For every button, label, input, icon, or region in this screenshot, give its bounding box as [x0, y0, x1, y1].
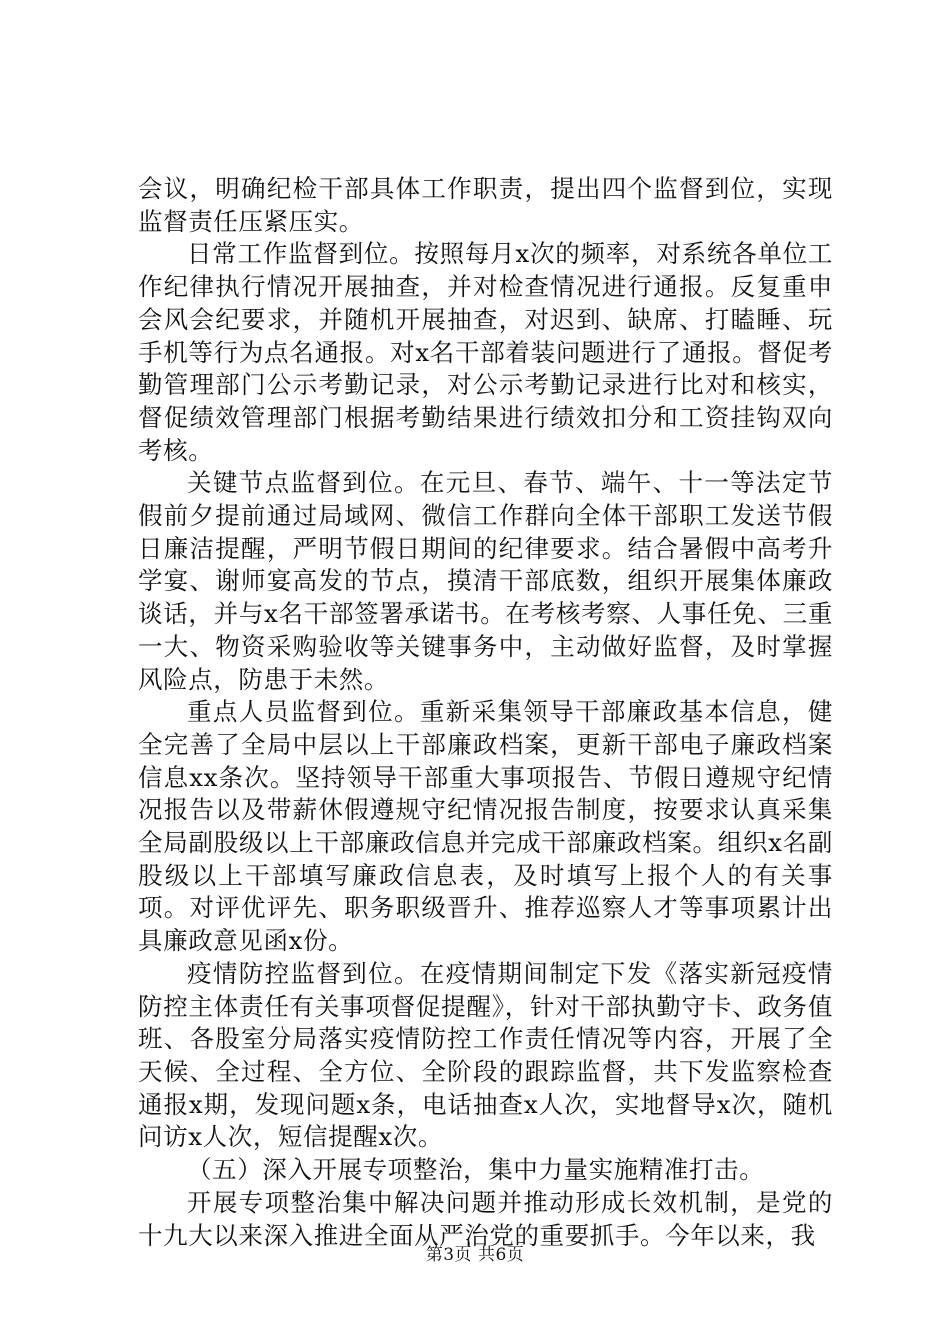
paragraph-daily-supervision: 日常工作监督到位。按照每月x次的频率，对系统各单位工作纪律执行情况开展抽查，并对检查情况进行通报。反复重申会风会纪要求，并随机开展抽查，对迟到、缺席、打瞌睡、玩手机等行为点名通报。对x名干部着装问题进行了通报。督促考勤管理部门公示考勤记录，对公示考勤记录进行比对和核实，督促绩效管理部门根据考勤结果进行绩效扣分和工资挂钩双向考核。 — [138, 239, 833, 465]
paragraph-key-personnel-supervision: 重点人员监督到位。重新采集领导干部廉政基本信息，健全完善了全局中层以上干部廉政档案，更新干部电子廉政档案信息xx条次。坚持领导干部重大事项报告、节假日遵规守纪情况报告以及带薪休假遵规守纪情况报告制度，按要求认真采集全局副股级以上干部廉政信息并完成干部廉政档案。组织x名副股级以上干部填写廉政信息表，及时填写上报个人的有关事项。对评优评先、职务职级晋升、推荐巡察人才等事项累计出具廉政意见函x份。 — [138, 697, 833, 956]
paragraph-continuation: 会议，明确纪检干部具体工作职责，提出四个监督到位，实现监督责任压紧压实。 — [138, 174, 833, 236]
page-footer: 第3页 共6页 — [425, 1245, 525, 1265]
document-body — [138, 173, 833, 1252]
section-heading-five: （五）深入开展专项整治，集中力量实施精准打击。 — [187, 1155, 765, 1185]
paragraph-epidemic-supervision: 疫情防控监督到位。在疫情期间制定下发《落实新冠疫情防控主体责任有关事项督促提醒》，针对干部执勤守卡、政务值班、各股室分局落实疫情防控工作责任情况等内容，开展了全天候、全过程、全方位、全阶段的跟踪监督，共下发监察检查通报x期，发现问题x条，电话抽查x人次，实地督导x次，随机问访x人次，短信提醒x次。 — [138, 958, 833, 1152]
paragraph-special-rectification: 开展专项整治集中解决问题并推动形成长效机制，是党的十九大以来深入推进全面从严治党的重要抓手。今年以来，我 — [138, 1187, 833, 1250]
paragraph-key-node-supervision: 关键节点监督到位。在元旦、春节、端午、十一等法定节假前夕提前通过局域网、微信工作群向全体干部职工发送节假日廉洁提醒，严明节假日期间的纪律要求。结合暑假中高考升学宴、谢师宴高发的节点，摸清干部底数，组织开展集体廉政谈话，并与x名干部签署承诺书。在考核考察、人事任免、三重一大、物资采购验收等关键事务中，主动做好监督，及时掌握风险点，防患于未然。 — [138, 468, 833, 694]
